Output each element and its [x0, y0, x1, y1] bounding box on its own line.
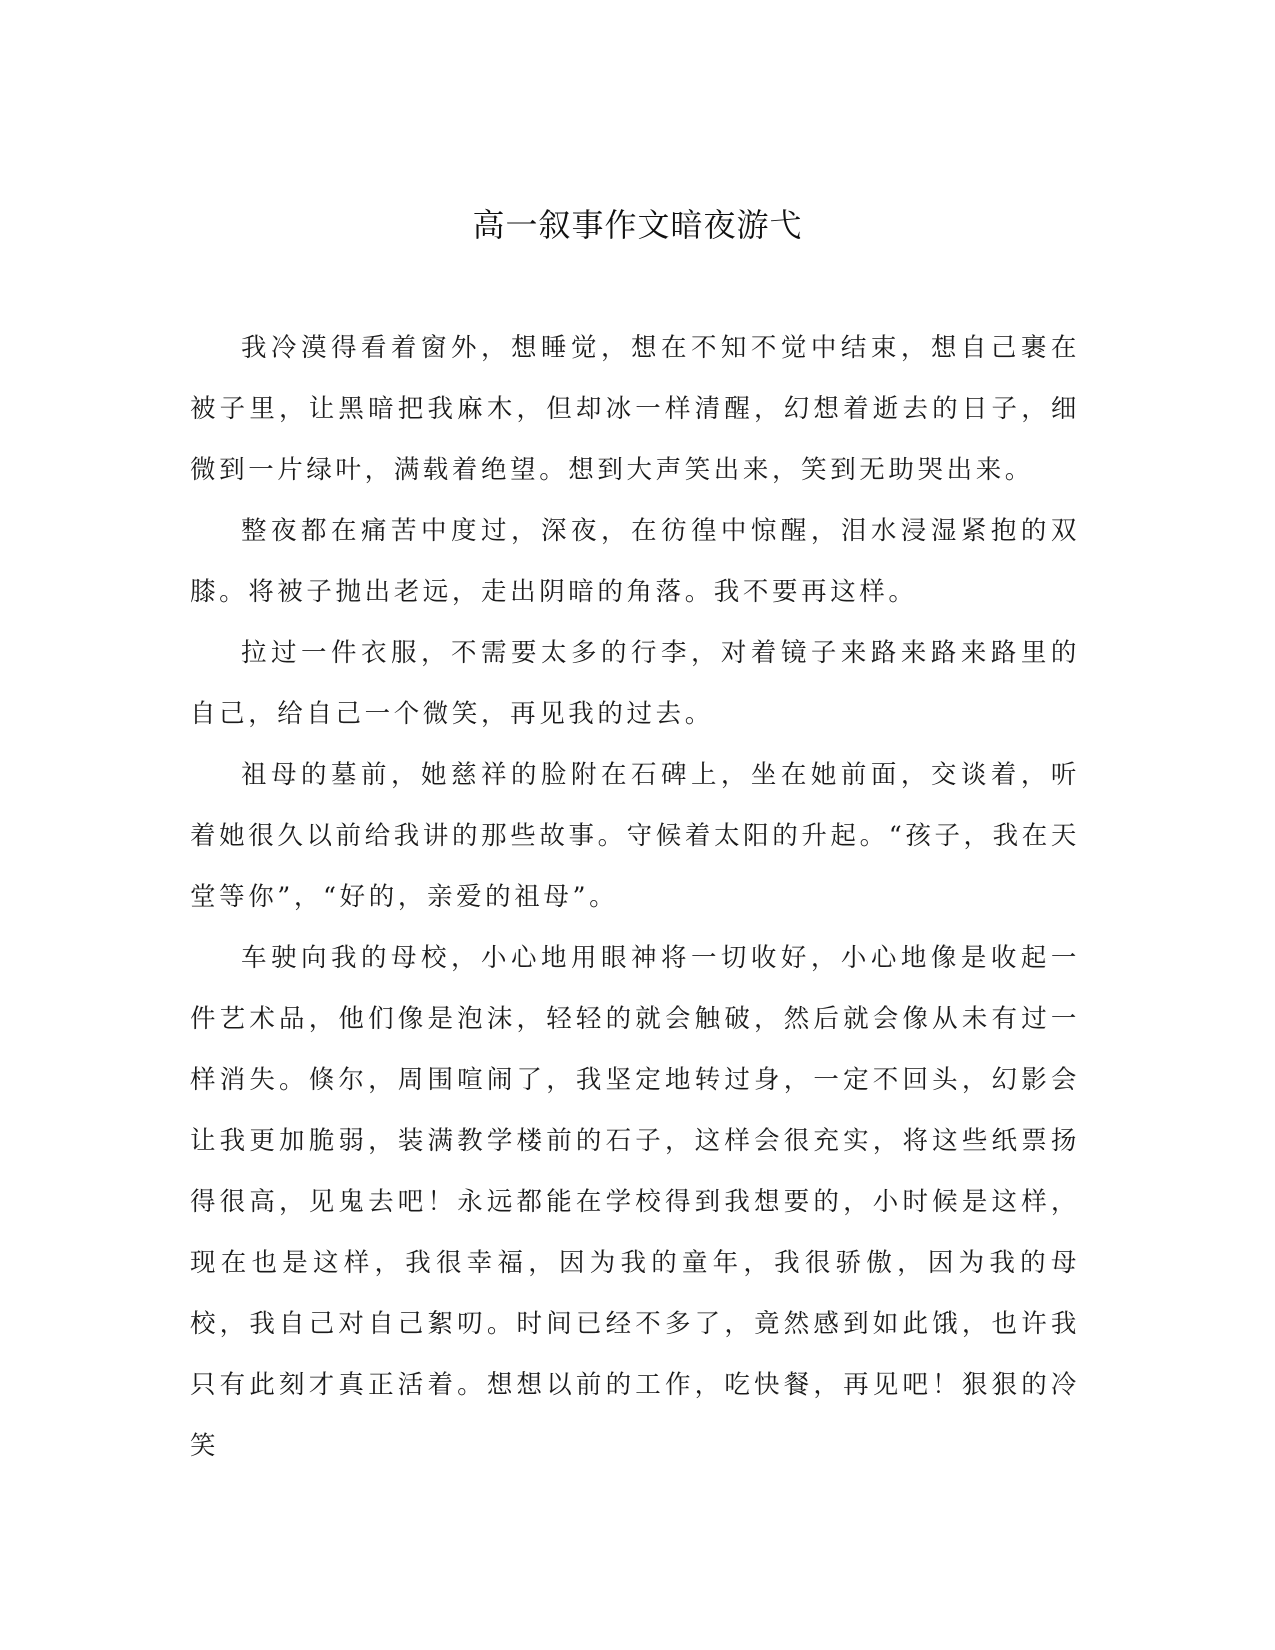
paragraph: 整夜都在痛苦中度过，深夜，在彷徨中惊醒，泪水浸湿紧抱的双膝。将被子抛出老远，走出阴暗的角落。我不要再这样。 [190, 516, 1080, 607]
document-title: 高一叙事作文暗夜游弋 [472, 206, 803, 244]
paragraph: 祖母的墓前，她慈祥的脸附在石碑上，坐在她前面，交谈着，听着她很久以前给我讲的那些故事。守候着太阳的升起。“孩子，我在天堂等你”，“好的，亲爱的祖母”。 [190, 760, 1080, 912]
paragraph: 车驶向我的母校，小心地用眼神将一切收好，小心地像是收起一件艺术品，他们像是泡沫，轻轻的就会触破，然后就会像从未有过一样消失。倏尔，周围喧闹了，我坚定地转过身，一定不回头，幻影会让我更加脆弱，装满教学楼前的石子，这样会很充实，将这些纸票扬得很高，见鬼去吧！永远都能在学校得到我想要的，小时候是这样，现在也是这样，我很幸福，因为我的童年，我很骄傲，因为我的母校，我自己对自己絮叨。时间已经不多了，竟然感到如此饿，也许我只有此刻才真正活着。想想以前的工作，吃快餐，再见吧！狠狠的冷笑 [190, 943, 1080, 1461]
document-body [190, 318, 1080, 1477]
paragraph: 拉过一件衣服，不需要太多的行李，对着镜子来路来路来路里的自己，给自己一个微笑，再见我的过去。 [190, 638, 1080, 729]
paragraph: 我冷漠得看着窗外，想睡觉，想在不知不觉中结束，想自己裹在被子里，让黑暗把我麻木，但却冰一样清醒，幻想着逝去的日子，细微到一片绿叶，满载着绝望。想到大声笑出来，笑到无助哭出来。 [190, 333, 1080, 485]
